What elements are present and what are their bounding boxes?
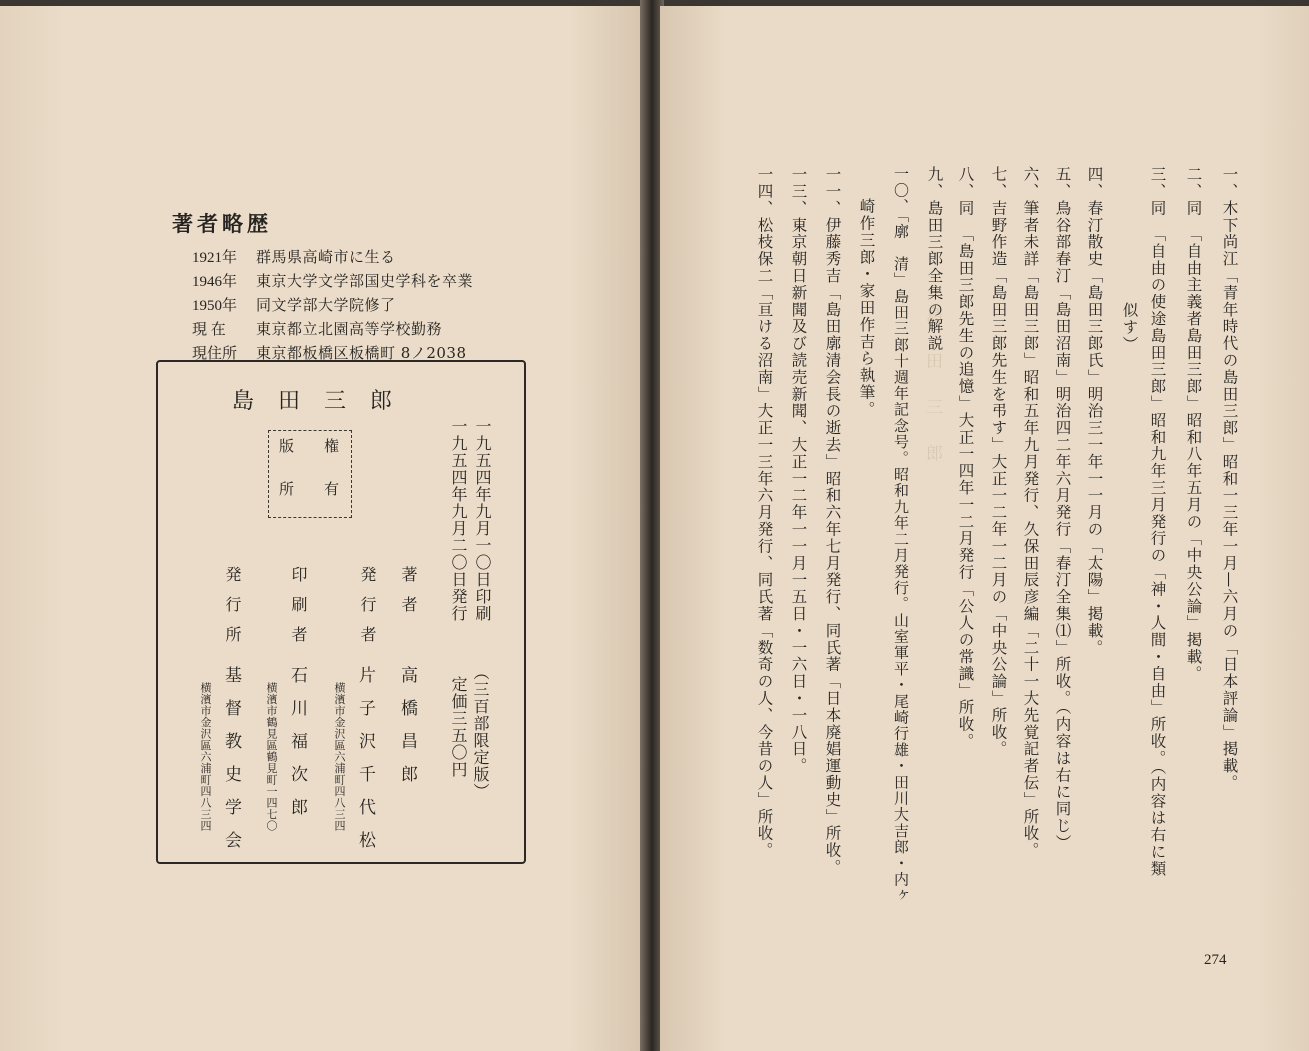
press-role: 発行所: [223, 566, 242, 656]
reference-entry: 九、島田三郎全集の解説: [925, 166, 944, 352]
reference-entry: 四、春汀散史「島田三郎氏」明治三一年一一月の「太陽」掲載。: [1085, 166, 1104, 657]
author-role: 著者: [399, 566, 418, 626]
reference-entry: 二、同 「自由主義者島田三郎」昭和八年五月の「中央公論」掲載。: [1184, 166, 1203, 683]
price-label: 定価三五〇円: [449, 676, 468, 778]
book-title: 島田三郎: [232, 389, 417, 414]
printer-address: 横濱市鶴見區鶴見町一四七〇: [265, 682, 278, 832]
bio-row-birth: 1921年 群馬県高崎市に生る: [192, 248, 396, 266]
reference-entry: 一四、松枝保二「亘ける沼南」大正一三年六月発行、同氏著「数奇の人、今昔の人」所收。: [755, 166, 774, 859]
reference-entry: 一、木下尚江「青年時代の島田三郎」昭和一三年一月—六月の「日本評論」掲載。: [1220, 166, 1239, 792]
right-page: [660, 6, 1309, 1051]
reference-entry: 似す）: [1120, 302, 1139, 353]
bio-row-graduate-school: 1950年 同文学部大学院修了: [192, 296, 396, 314]
reference-entry: 三、同 「自由の使途島田三郎」昭和九年三月発行の「神・人間・自由」所收。（内容は右に類: [1148, 166, 1167, 878]
page-number: 274: [1204, 952, 1227, 968]
press-address: 横濱市金沢區六浦町四八三四: [199, 682, 212, 832]
bio-row-address: 現住所 東京都板橋区板橋町 8ノ2038: [192, 344, 467, 362]
reference-entry: 一一、伊藤秀吉「島田廓清会長の逝去」昭和六年七月発行、同氏著「日本廃娼運動史」所收。: [823, 166, 842, 876]
stamp-col-1: 権有: [322, 438, 340, 524]
reference-entry: 八、同 「島田三郎先生の追憶」大正一四年一二月発行「公人の常識」所收。: [956, 166, 975, 750]
publish-date: 一九五四年九月二〇日発行: [449, 418, 468, 622]
show-through-text: 島 田 三 郎: [922, 306, 942, 467]
left-page: [0, 6, 646, 1051]
price-edition-note: （三百部限定版）: [471, 664, 490, 800]
author-bio-title: 著者略歴: [172, 211, 272, 236]
reference-entry: 六、筆者未詳「島田三郎」昭和五年九月発行、久保田辰彦編「二十一大先覚記者伝」所收。: [1021, 166, 1040, 859]
reference-entry: 七、吉野作造「島田三郎先生を弔す」大正一二年一二月の「中央公論」所收。: [989, 166, 1008, 758]
reference-entry: 五、鳥谷部春汀「島田沼南」明治四二年六月発行「春汀全集⑴」所收。（内容は右に同じ）: [1053, 166, 1072, 852]
author-name: 高橋昌郎: [397, 666, 417, 798]
bio-row-current: 現 在 東京都立北園高等学校勤務: [192, 320, 443, 338]
press-name: 基督教史学会: [221, 666, 241, 864]
reference-entry: 一三、東京朝日新聞及び読売新聞、大正一二年一一月一五日・一六日・一八日。: [789, 166, 808, 775]
publisher-name: 片子沢千代松: [355, 666, 375, 864]
print-date: 一九五四年九月一〇日印刷: [473, 418, 492, 622]
stamp-col-2: 版所: [277, 438, 295, 524]
reference-entry: 崎作三郎・家田作吉ら執筆。: [857, 198, 876, 418]
bio-row-graduation: 1946年 東京大学文学部国史学科を卒業: [192, 272, 474, 290]
printer-name: 石川福次郎: [287, 666, 307, 831]
publisher-role: 発行者: [358, 566, 377, 656]
printer-role: 印刷者: [289, 566, 308, 656]
reference-entry: 一〇、「廓 清」島田三郎十週年記念号。昭和九年二月発行。山室軍平・尾崎行雄・田川大吉郎・内ヶ: [892, 166, 910, 904]
publisher-address: 横濱市金沢區六浦町四八三四: [333, 682, 346, 832]
